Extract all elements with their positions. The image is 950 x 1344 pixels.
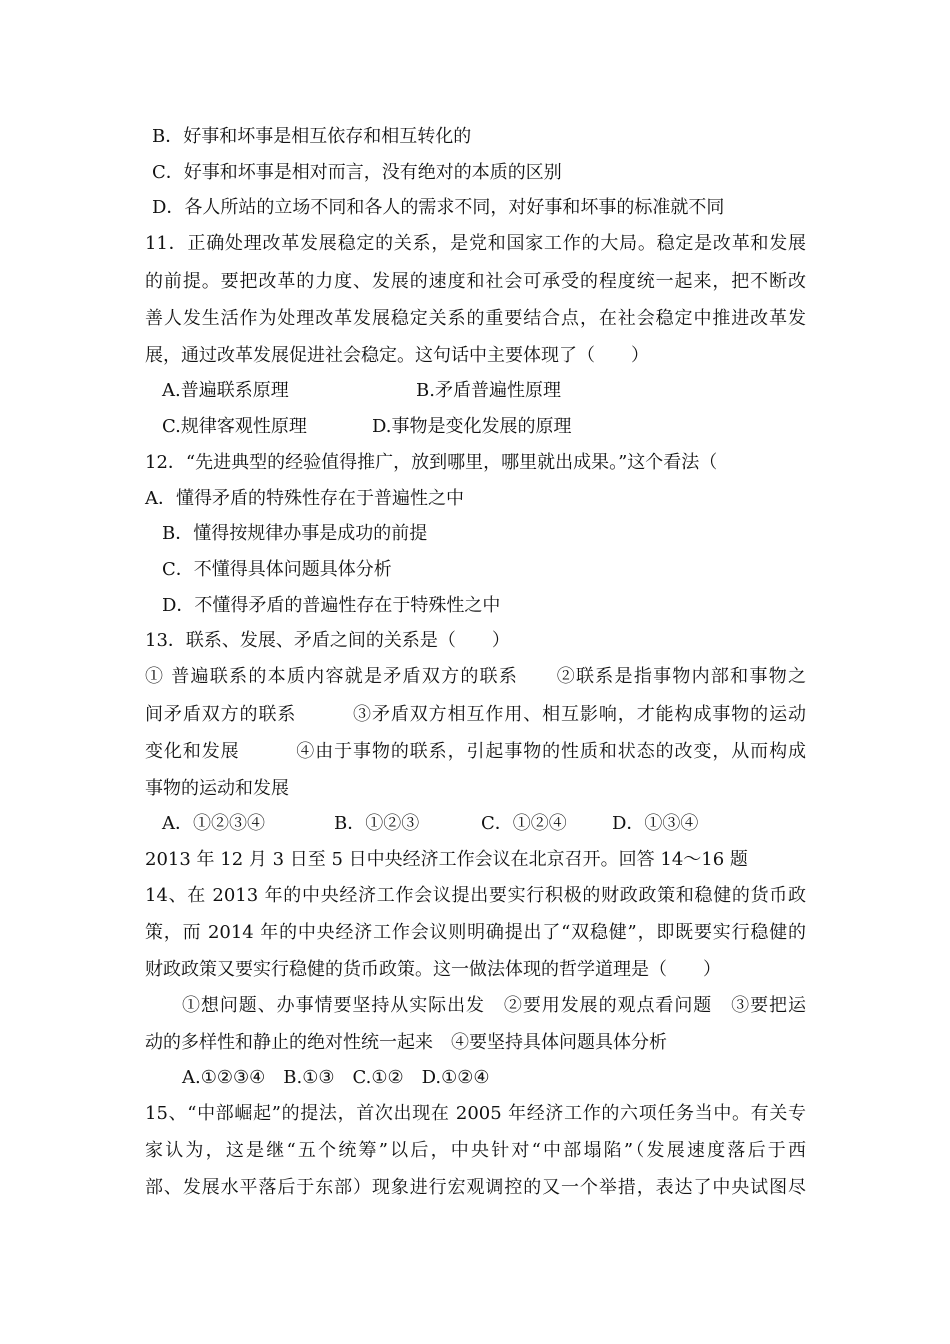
q15-text-line: 15、“中部崛起”的提法，首次出现在 2005 年经济工作的六项任务当中。有关专 <box>145 1103 806 1124</box>
q12-option-b: B．懂得按规律办事是成功的前提 <box>162 523 428 544</box>
q12-option-c: C．不懂得具体问题具体分析 <box>162 559 392 580</box>
q11-option-d: D.事物是变化发展的原理 <box>372 416 572 437</box>
q11-option-c: C.规律客观性原理 <box>162 416 307 437</box>
q10-option-b: B．好事和坏事是相互依存和相互转化的 <box>152 126 472 147</box>
q14-text-line: 策，而 2014 年的中央经济工作会议则明确提出了“双稳健”，即既要实行稳健的 <box>145 922 806 943</box>
q14-text-line: 14、在 2013 年的中央经济工作会议提出要实行积极的财政政策和稳健的货币政 <box>145 885 806 906</box>
q13-text-line: 间矛盾双方的联系 ③矛盾双方相互作用、相互影响，才能构成事物的运动 <box>145 704 806 725</box>
q14-statements-line: 动的多样性和静止的绝对性统一起来 ④要坚持具体问题具体分析 <box>145 1032 667 1053</box>
q11-text-line: 11．正确处理改革发展稳定的关系，是党和国家工作的大局。稳定是改革和发展 <box>145 233 806 254</box>
q11-text-line: 善人发生活作为处理改革发展稳定关系的重要结合点，在社会稳定中推进改革发 <box>145 308 806 329</box>
q13-text-line: 13．联系、发展、矛盾之间的关系是（ ） <box>145 630 510 651</box>
q15-text-line: 家认为，这是继“五个统筹”以后，中央针对“中部塌陷”（发展速度落后于西 <box>145 1140 806 1161</box>
q14-statements-line: ①想问题、办事情要坚持从实际出发 ②要用发展的观点看问题 ③要把运 <box>182 995 806 1016</box>
q13-text-line: 事物的运动和发展 <box>145 778 289 799</box>
section-intro: 2013 年 12 月 3 日至 5 日中央经济工作会议在北京召开。回答 14～16 题 <box>145 849 748 870</box>
q13-option-a: A．①②③④ <box>162 813 265 834</box>
q11-option-b: B.矛盾普遍性原理 <box>416 380 561 401</box>
q13-option-c: C．①②④ <box>481 813 567 834</box>
q12-option-d: D．不懂得矛盾的普遍性存在于特殊性之中 <box>162 595 501 616</box>
q12-option-a: A．懂得矛盾的特殊性存在于普遍性之中 <box>145 488 464 509</box>
q13-text-line: ① 普遍联系的本质内容就是矛盾双方的联系 ②联系是指事物内部和事物之 <box>145 666 806 687</box>
q13-option-d: D．①③④ <box>612 813 699 834</box>
q15-text-line: 部、发展水平落后于东部）现象进行宏观调控的又一个举措，表达了中央试图尽 <box>145 1177 806 1198</box>
q12-text-line: 12．“先进典型的经验值得推广，放到哪里，哪里就出成果。”这个看法（ <box>145 452 718 473</box>
q14-text-line: 财政政策又要实行稳健的货币政策。这一做法体现的哲学道理是（ ） <box>145 959 721 980</box>
q11-text-line: 展，通过改革发展促进社会稳定。这句话中主要体现了（ ） <box>145 345 649 366</box>
q11-text-line: 的前提。要把改革的力度、发展的速度和社会可承受的程度统一起来，把不断改 <box>145 271 806 292</box>
q11-option-a: A.普遍联系原理 <box>162 380 289 401</box>
q10-option-c: C．好事和坏事是相对而言，没有绝对的本质的区别 <box>152 162 562 183</box>
q13-text-line: 变化和发展 ④由于事物的联系，引起事物的性质和状态的改变，从而构成 <box>145 741 806 762</box>
q14-options: A.①②③④ B.①③ C.①② D.①②④ <box>182 1067 490 1088</box>
q13-option-b: B．①②③ <box>334 813 420 834</box>
q10-option-d: D．各人所站的立场不同和各人的需求不同，对好事和坏事的标准就不同 <box>152 197 725 218</box>
